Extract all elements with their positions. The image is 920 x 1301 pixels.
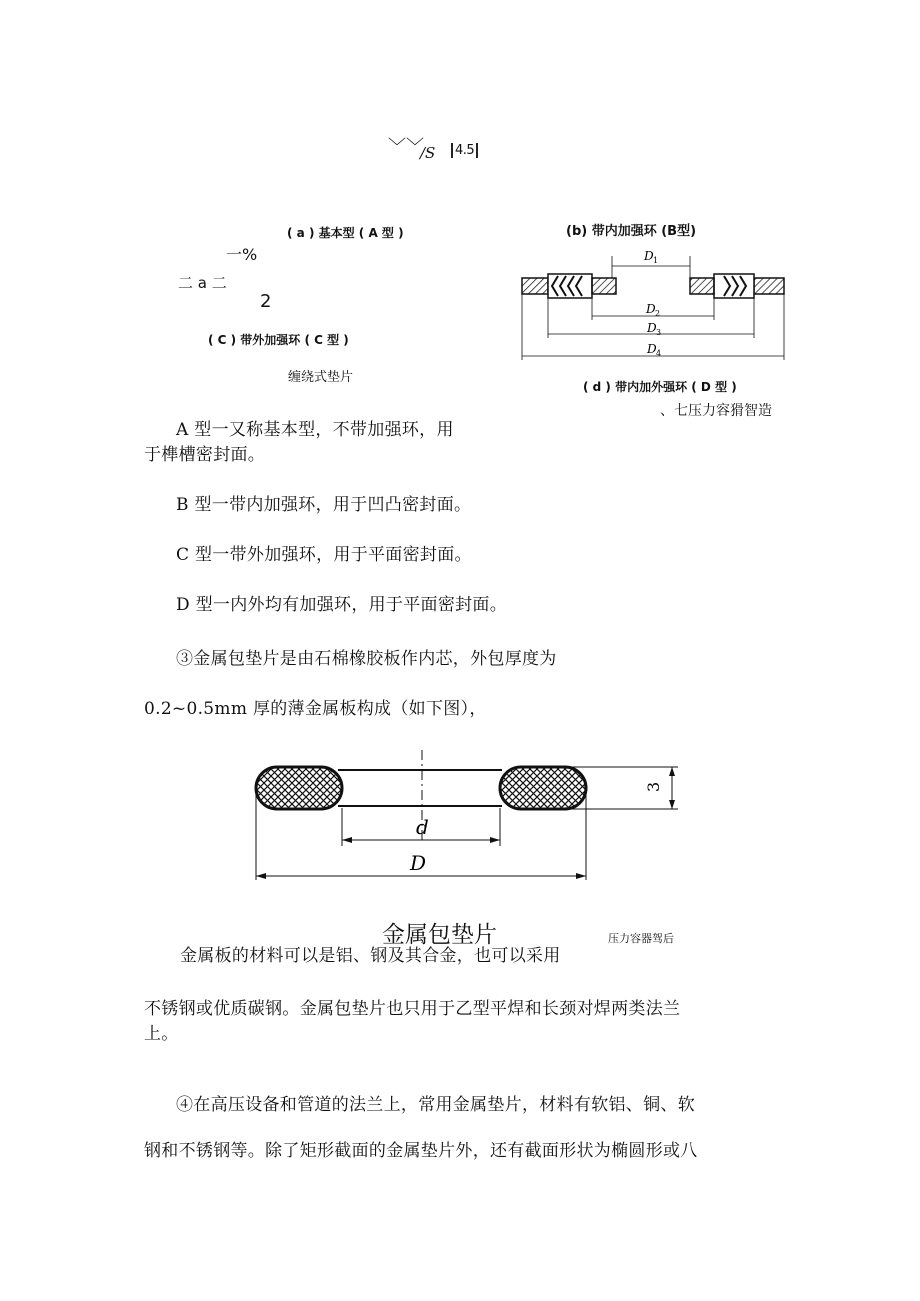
para-material-line2: 不锈钢或优质碳钢。金属包垫片也只用于乙型平焊和长颈对焊两类法兰 [144, 999, 681, 1019]
fragment-number: 2 [260, 291, 272, 312]
fragment-line: 二 a 二 [178, 274, 227, 292]
outer-ring-left [522, 278, 548, 294]
label-type-c: ( C ) 带外加强环 ( C 型 ) [208, 333, 349, 347]
watermark-metal-clad: 压力容器驾后 [608, 932, 674, 945]
clad-section-left [256, 767, 342, 809]
dim-small-d: d [416, 815, 429, 839]
top-slash-s: /S [420, 144, 436, 162]
outer-ring-right [754, 278, 784, 294]
dim-d1: D [644, 249, 654, 263]
dim-thickness: 3 [644, 781, 663, 792]
inner-ring-right [690, 278, 714, 294]
top-boxed-value: 4.5 [451, 143, 478, 158]
label-type-d: ( d ) 带内加外强环 ( D 型 ) [583, 380, 737, 394]
dim-d2-sub: 2 [655, 309, 661, 318]
dim-d2: D [646, 302, 656, 316]
dim-d1-sub: 1 [653, 256, 659, 265]
para-type-c: C 型一带外加强环，用于平面密封面。 [176, 545, 472, 565]
para-type-a-line1: A 型一又称基本型，不带加强环，用 [176, 420, 454, 440]
para-material-line1: 金属板的材料可以是铝、钢及其合金，也可以采用 [180, 946, 561, 966]
dim-big-d: D [410, 851, 427, 875]
dim-d4: D [647, 342, 657, 356]
para-type-a-line2: 于榫槽密封面。 [144, 445, 266, 465]
label-type-b: (b) 带内加强环 (B型) [566, 224, 697, 239]
watermark-winding: 、七压力容猾智造 [660, 403, 772, 419]
para-material-line3: 上。 [144, 1024, 179, 1044]
para-metal-clad-line1: ③金属包垫片是由石棉橡胶板作内芯，外包厚度为 [176, 649, 557, 669]
inner-ring-left [592, 278, 616, 294]
figure-caption-winding: 缠绕式垫片 [288, 370, 354, 385]
dim-d3-sub: 3 [656, 328, 662, 337]
winding-gasket-drawing [518, 240, 790, 370]
clad-section-right [500, 767, 586, 809]
para-type-b: B 型一带内加强环，用于凹凸密封面。 [176, 495, 472, 515]
metal-clad-gasket-drawing [250, 748, 690, 886]
para-metal-gasket-line1: ④在高压设备和管道的法兰上，常用金属垫片，材料有软铝、铜、软 [176, 1095, 695, 1115]
para-metal-clad-line2: 0.2~0.5mm 厚的薄金属板构成（如下图）， [144, 699, 487, 719]
label-type-a: ( a ) 基本型 ( A 型 ) [287, 226, 404, 240]
figure-title-metal-clad: 金属包垫片 [382, 922, 497, 948]
dim-d4-sub: 4 [656, 349, 662, 358]
para-type-d: D 型一内外均有加强环，用于平面密封面。 [176, 595, 508, 615]
dim-d3: D [647, 321, 657, 335]
para-metal-gasket-line2: 钢和不锈钢等。除了矩形截面的金属垫片外，还有截面形状为椭圆形或八 [144, 1141, 698, 1161]
fragment-percent: 一% [226, 245, 258, 264]
top-chevrons: ﹀﹀ [388, 137, 424, 158]
winding-left [548, 274, 592, 298]
